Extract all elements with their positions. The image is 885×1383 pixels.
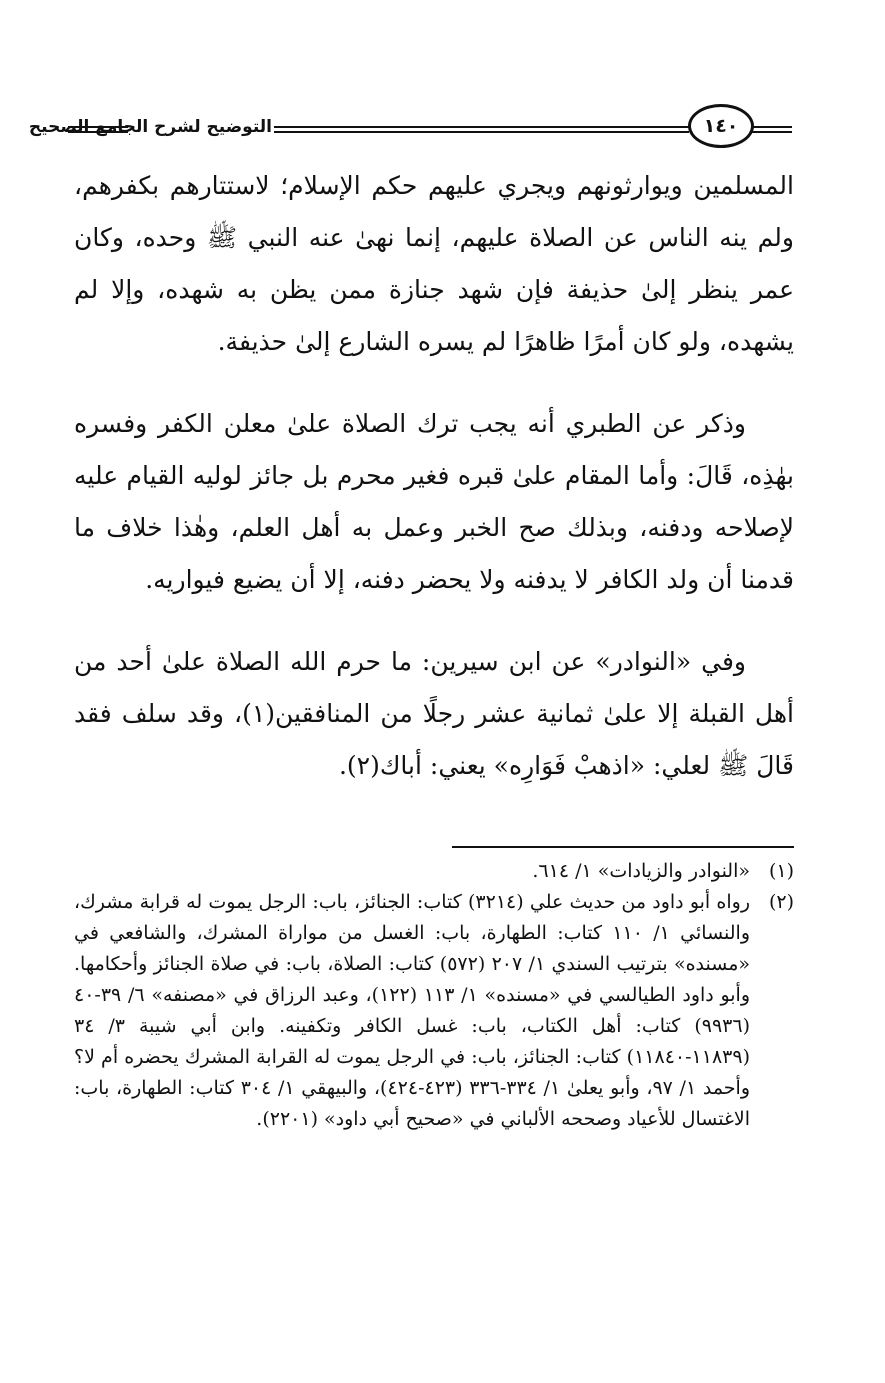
footnote <box>74 856 794 887</box>
paragraph: المسلمين ويوارثونهم ويجري عليهم حكم الإسلام؛ لاستتارهم بكفرهم، ولم ينه الناس عن الصلاة عليهم، إنما نهىٰ عنه النبي ﷺ وحده، وكان عمر ينظر إلىٰ حذيفة فإن شهد جنازة ممن يظن به شهده، وإلا لم يشهده، ولو كان أمرًا ظاهرًا لم يسره الشارع إلىٰ حذيفة. <box>74 171 794 356</box>
main-text <box>74 160 794 792</box>
footnotes <box>74 856 794 1135</box>
header-rule-middle <box>274 126 689 133</box>
footnote-text: «النوادر والزيادات» ١/ ٦١٤. <box>532 860 750 882</box>
header-rule-right <box>752 126 792 133</box>
paragraph: وفي «النوادر» عن ابن سيرين: ما حرم الله الصلاة علىٰ أحد من أهل القبلة إلا علىٰ ثمانية عشر رجلًا من المنافقين(١)، وقد سلف فقد قَالَ ﷺ لعلي: «اذهبْ فَوَارِه» يعني: أباك(٢). <box>74 647 794 780</box>
footnote <box>74 887 794 1135</box>
footnote-text: رواه أبو داود من حديث علي (٣٢١٤) كتاب: الجنائز، باب: الرجل يموت له قرابة مشرك، والنسائي ١/ ١١٠ كتاب: الطهارة، باب: الغسل من مواراة المشرك، والشافعي في «مسنده» بترتيب السندي ١/ ٢٠٧ (٥٧٢) كتاب: الصلاة، باب: في صلاة الجنائز وأحكامها. وأبو داود الطيالسي في «مسنده» ١/ ١١٣ (١٢٢)، وعبد الرزاق في «مصنفه» ٦/ ٣٩-٤٠ (٩٩٣٦) كتاب: أهل الكتاب، باب: غسل الكافر وتكفينه. وابن أبي شيبة ٣/ ٣٤ (١١٨٣٩-١١٨٤٠) كتاب: الجنائز، باب: في الرجل يموت له القرابة المشرك يحضره أم لا؟ وأحمد ١/ ٩٧، وأبو يعلىٰ ١/ ٣٣٤-٣٣٦ (٤٢٣-٤٢٤)، والبيهقي ١/ ٣٠٤ كتاب: الطهارة، باب: الاغتسال للأعياد وصححه الألباني في «صحيح أبي داود» (٢٢٠١). <box>74 891 751 1130</box>
footnote-number: (٢) <box>768 891 794 913</box>
paragraph: وذكر عن الطبري أنه يجب ترك الصلاة علىٰ معلن الكفر وفسره بهٰذِه، قَالَ: وأما المقام علىٰ قبره فغير محرم بل جائز لوليه القيام عليه لإصلاحه ودفنه، وبذلك صح الخبر وعمل به أهل العلم، وهٰذا خلاف ما قدمنا أن ولد الكافر لا يدفنه ولا يحضر دفنه، إلا أن يضيع فيواريه. <box>74 409 794 594</box>
page-number: ١٤٠ <box>688 104 754 148</box>
running-title: التوضيح لشرح الجامع الصحيح <box>28 117 272 137</box>
running-header <box>28 104 796 154</box>
footnote-number: (١) <box>768 860 794 882</box>
footnote-separator <box>452 846 794 848</box>
